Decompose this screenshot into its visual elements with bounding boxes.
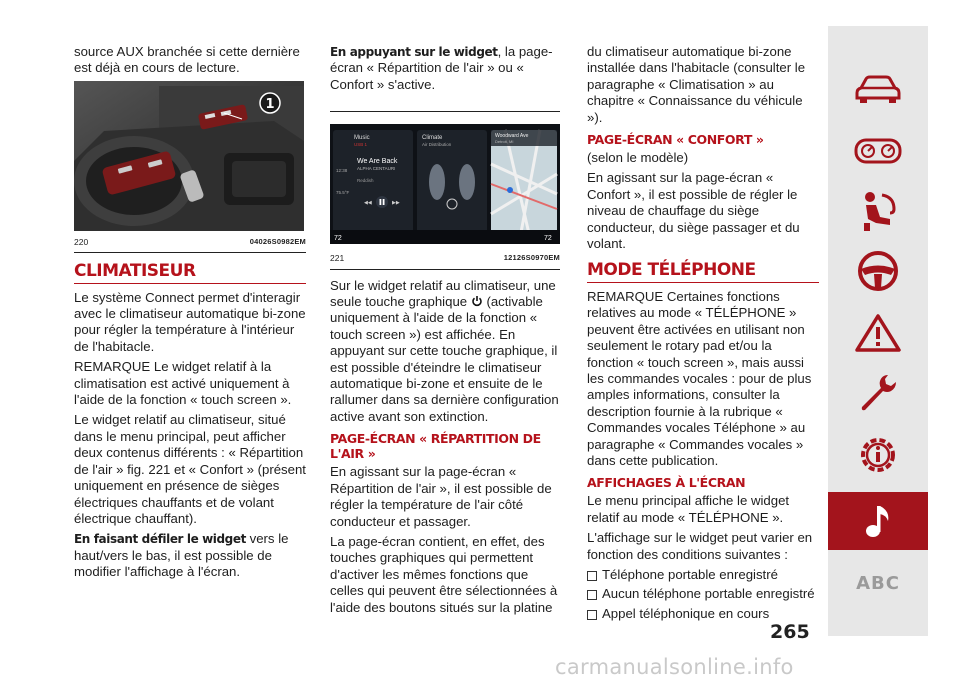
screen-map-title: Woodward Ave: [495, 133, 529, 140]
sidebar-item-dashboard[interactable]: [828, 122, 928, 180]
sidebar-item-car[interactable]: [828, 60, 928, 118]
col3-paragraph-3: En agissant sur la page-écran « Confort », il est possible de régler le niveau de chauffage du siège conducteur, du siège passager et du volant.: [587, 170, 800, 252]
col2-paragraph-1: [330, 44, 562, 93]
music-note-icon: [860, 501, 896, 541]
col2-paragraph-2: [330, 278, 562, 426]
col2-p2-b: (activable uniquement à l'aide de la fonction « touch screen ») est affichée. En appuyant sur cette touche graphique, il est possible d'éteindre le climatiseur automatique bi-zone et ensuite de le rallumer dans sa dernière configuration active avant son extinction.: [330, 294, 559, 424]
airbag-person-icon: [856, 189, 900, 233]
figure-221-frame: [330, 111, 560, 244]
col3-paragraph-6: L'affichage sur le widget peut varier en fonction des conditions suivantes :: [587, 530, 813, 562]
figure-220-caption: [74, 231, 306, 253]
col1-intro: source AUX branchée si cette dernière est déjà en cours de lecture.: [74, 44, 300, 76]
infotainment-screen-image: [330, 124, 560, 244]
figure-221-code: 12126S0970EM: [503, 253, 560, 263]
sidebar-item-multimedia[interactable]: [828, 492, 928, 550]
figure-221-screen: [330, 124, 560, 244]
screen-climate-title: Climate: [422, 135, 443, 142]
mode-telephone-heading: MODE TÉLÉPHONE: [587, 262, 819, 282]
sidebar-item-index[interactable]: [828, 554, 928, 612]
warning-triangle-icon: [855, 313, 901, 353]
col3-paragraph-4: REMARQUE Certaines fonctions relatives au mode « TÉLÉPHONE » peuvent être activées en utilisant non seulement le rotary pad et/ou la fonction « touch screen », mais aussi les commandes vocales : pour de plus amples informations, consulter la description fournie à la rubrique « Commandes vocales Téléphone » au paragraphe « Commandes vocales » dans cette publication.: [587, 288, 812, 468]
checkbox-square-icon: [587, 590, 597, 600]
svg-text:▶▶: ▶▶: [392, 200, 400, 207]
bullet-text: Aucun téléphone portable enregistré: [602, 586, 815, 602]
col2-paragraph-4: La page-écran contient, en effet, des touches graphiques qui permettent d'activer les mêmes fonctions que celles qui peuvent être sélectionnées à l'aide des boutons situés sur la platine: [330, 533, 558, 615]
steering-wheel-icon: [857, 250, 899, 292]
screen-time: 12:38: [336, 168, 348, 174]
col2-p2-a: Sur le widget relatif au climatiseur, une seule touche graphique: [330, 277, 556, 310]
repartition-air-heading: PAGE-ÉCRAN « RÉPARTITION DE L'AIR »: [330, 431, 541, 462]
col1-paragraph-4: [74, 531, 306, 580]
figure-220-number: 220: [74, 236, 89, 247]
bullet-text: Téléphone portable enregistré: [602, 566, 778, 582]
col3-paragraph-5: Le menu principal affiche le widget relatif au mode « TÉLÉPHONE ».: [587, 493, 790, 525]
figure-220-code: 04026S0982EM: [249, 236, 306, 246]
sidebar-item-technical-data[interactable]: [828, 426, 928, 484]
abc-index-icon: ABC: [856, 572, 900, 594]
sidebar-item-maintenance[interactable]: [828, 364, 928, 422]
svg-text:◀◀: ◀◀: [364, 200, 372, 207]
col1-p4-bold: En faisant défiler le widget: [74, 532, 246, 547]
sidebar-item-safety[interactable]: [828, 182, 928, 240]
col1-p4-rest: vers le haut/vers le bas, il est possible de modifier l'affichage à l'écran.: [74, 531, 289, 580]
col2-p1-rest: , la page-écran « Répartition de l'air » ou « Confort » s'active.: [330, 44, 553, 92]
screen-temp-right: 72: [544, 235, 552, 243]
screen-music-source: USB 1: [354, 142, 368, 148]
power-icon: [471, 295, 483, 307]
screen-song: We Are Back: [357, 158, 398, 166]
screen-climate-sub: Air Distribution: [422, 142, 452, 148]
screen-album: Reddish: [357, 178, 374, 184]
screen-music-title: Music: [354, 135, 370, 142]
column-3: [587, 44, 819, 625]
bullet-text: Appel téléphonique en cours: [602, 605, 770, 621]
affichages-heading: AFFICHAGES À L'ÉCRAN: [587, 475, 746, 491]
checkbox-square-icon: [587, 571, 597, 581]
figure-221-caption: [330, 247, 560, 269]
sidebar-item-emergency[interactable]: [828, 304, 928, 362]
climatiseur-heading: CLIMATISEUR: [74, 263, 306, 283]
col2-paragraph-3: En agissant sur la page-écran « Répartition de l'air », il est possible de régler la température de l'air côté conducteur et passager.: [330, 464, 552, 529]
usb-aux-ports-image: [74, 81, 304, 231]
page-number: 265: [770, 621, 810, 643]
car-icon: [855, 74, 901, 104]
col2-p1-bold: En appuyant sur le widget: [330, 45, 498, 59]
sidebar-item-driving[interactable]: [828, 242, 928, 300]
screen-map-sub: Detroit, MI: [495, 139, 514, 145]
watermark: carmanualsonline.info: [555, 655, 794, 679]
callout-1-label: 1: [265, 96, 275, 112]
col1-paragraph-3: Le widget relatif au climatiseur, situé dans le menu principal, peut afficher deux contenus différents : « Répartition de l'air » fig. 221 et « Confort » (présent uniquement en présence de sièges électriques chauffants et de volant électrique chauffant).: [74, 412, 306, 526]
figure-221-number: 221: [330, 253, 345, 264]
col1-paragraph-1: Le système Connect permet d'interagir avec le climatiseur automatique bi-zone pour régler la température à l'intérieur de l'habitacle.: [74, 289, 306, 354]
wrench-icon: [856, 371, 900, 415]
gear-info-icon: [856, 433, 900, 477]
checkbox-square-icon: [587, 610, 597, 620]
col3-paragraph-1: du climatiseur automatique bi-zone installée dans l'habitacle (consulter le paragraphe « Climatisation » au chapitre « Connaissance du véhicule »).: [587, 44, 806, 125]
chapter-sidebar: [828, 26, 928, 636]
col1-paragraph-2: REMARQUE Le widget relatif à la climatisation est activé uniquement à l'aide de la fonction « touch screen ».: [74, 359, 292, 408]
screen-outside-temp: 75.5°F: [336, 190, 350, 196]
dashboard-gauges-icon: [854, 137, 902, 165]
figure-220-photo: [74, 81, 304, 231]
bullet-item: [587, 606, 819, 622]
column-2: [330, 44, 562, 620]
bullet-item: [587, 567, 819, 583]
confort-heading: PAGE-ÉCRAN « CONFORT »: [587, 132, 764, 148]
screen-artist: ALPHA CENTAURI: [357, 166, 396, 172]
screen-temp-left: 72: [334, 235, 342, 243]
bullet-item: [587, 586, 819, 602]
column-1: [74, 44, 306, 585]
col3-paragraph-2: (selon le modèle): [587, 150, 689, 166]
